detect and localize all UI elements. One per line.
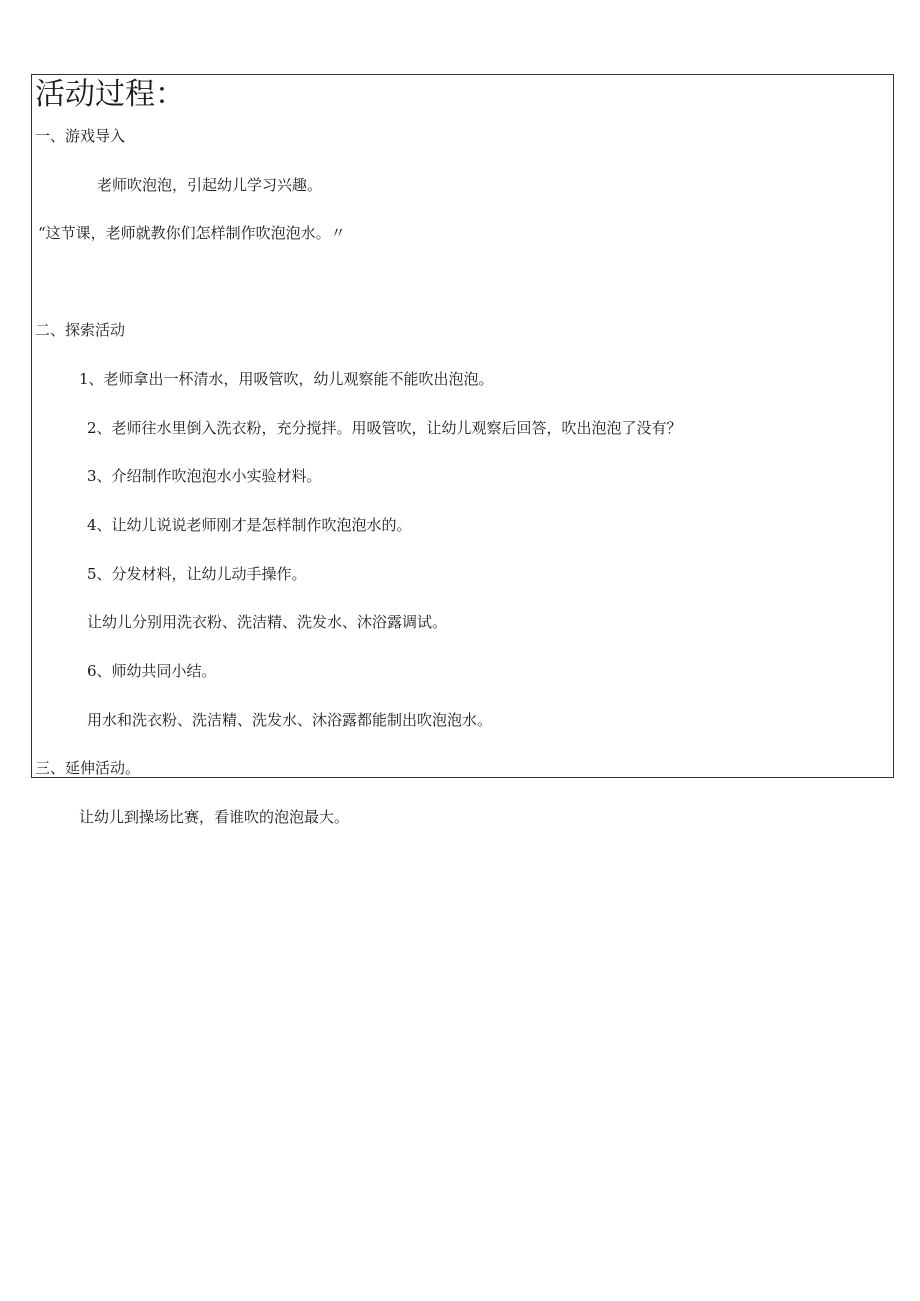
step-4: 4、让幼儿说说老师刚才是怎样制作吹泡泡水的。	[87, 516, 412, 534]
section-title: 活动过程：	[35, 77, 185, 112]
heading-game-intro: 一、游戏导入	[35, 127, 126, 145]
step-6-detail: 用水和洗衣粉、洗洁精、洗发水、沐浴露都能制出吹泡泡水。	[87, 711, 493, 729]
step-6: 6、师幼共同小结。	[87, 662, 217, 680]
extension-detail: 让幼儿到操场比赛，看谁吹的泡泡最大。	[79, 808, 350, 826]
paragraph-line: 老师吹泡泡，引起幼儿学习兴趣。	[97, 176, 323, 194]
step-3: 3、介绍制作吹泡泡水小实验材料。	[87, 467, 322, 485]
heading-exploration: 二、探索活动	[35, 321, 126, 339]
step-1: 1、老师拿出一杯清水，用吸管吹，幼儿观察能不能吹出泡泡。	[79, 370, 494, 388]
step-2: 2、老师往水里倒入洗衣粉，充分搅拌。用吸管吹，让幼儿观察后回答，吹出泡泡了没有？	[87, 419, 682, 437]
paragraph-line: “这节课，老师就教你们怎样制作吹泡泡水。〃	[38, 224, 346, 242]
step-5-detail: 让幼儿分别用洗衣粉、洗洁精、洗发水、沐浴露调试。	[87, 613, 448, 631]
heading-extension: 三、延伸活动。	[35, 759, 141, 777]
step-5: 5、分发材料，让幼儿动手操作。	[87, 565, 307, 583]
